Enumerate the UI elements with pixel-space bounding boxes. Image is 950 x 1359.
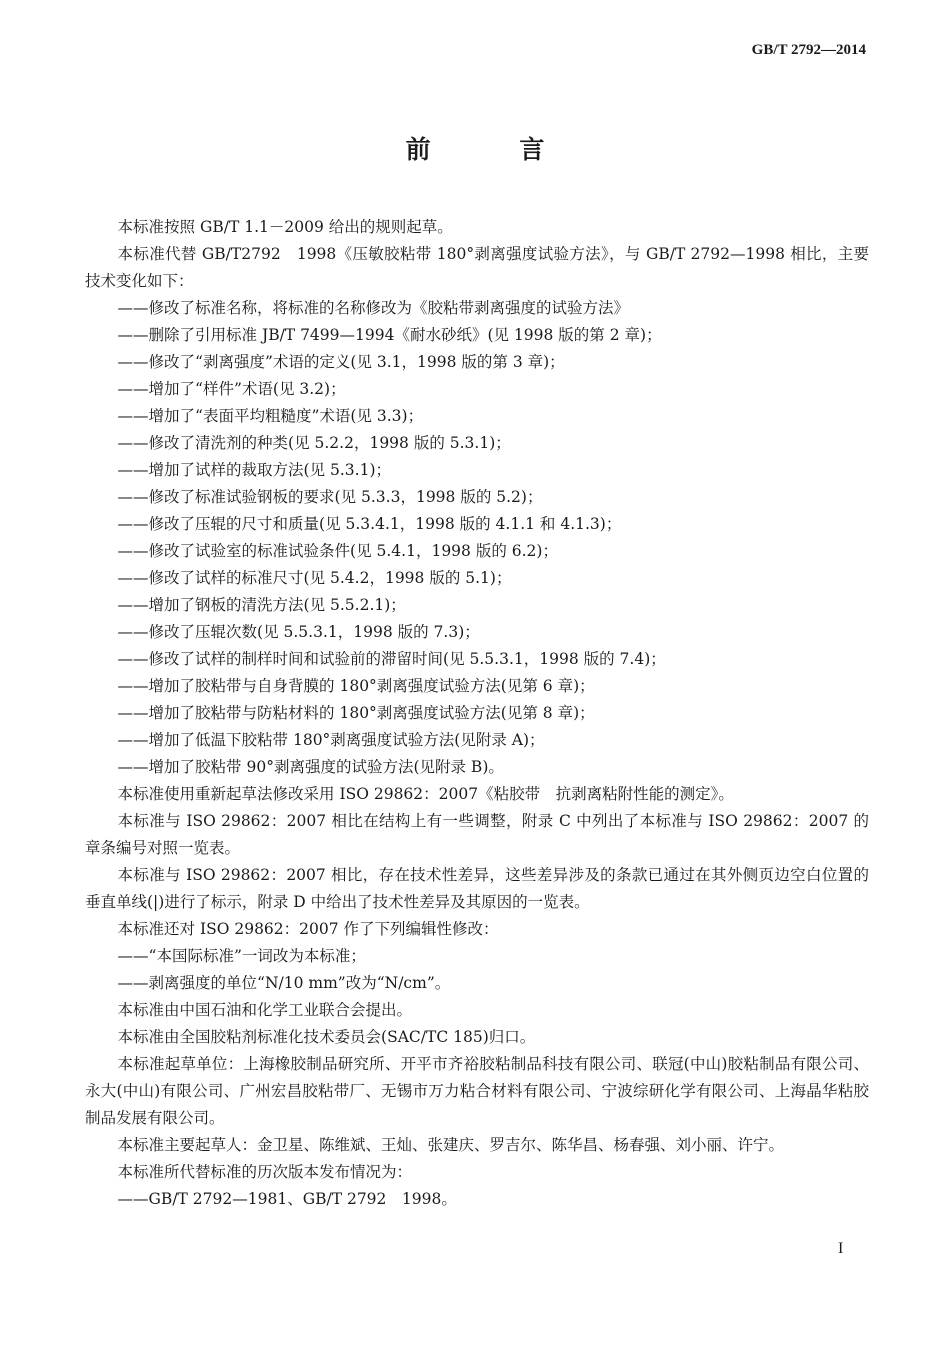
list-item: ——增加了“表面平均粗糙度”术语(见 3.3)； <box>117 407 424 425</box>
paragraph: 本标准还对 ISO 29862：2007 作了下列编辑性修改： <box>117 920 499 938</box>
page-title: 前 言 <box>405 135 585 164</box>
paragraph: 本标准与 ISO 29862：2007 相比在结构上有一些调整，附录 C 中列出了本标准与 ISO 29862：2007 的章条编号对照一览表。 <box>85 812 869 857</box>
paragraph: 本标准由全国胶粘剂标准化技术委员会(SAC/TC 185)归口。 <box>117 1028 536 1046</box>
list-item: ——增加了低温下胶粘带 180°剥离强度试验方法(见附录 A)； <box>117 731 545 749</box>
paragraph: 本标准代替 GB/T2792 1998《压敏胶粘带 180°剥离强度试验方法》，与 GB/T 2792—1998 相比，主要技术变化如下： <box>85 245 869 290</box>
list-item: ——增加了试样的裁取方法(见 5.3.1)； <box>117 461 392 479</box>
paragraph: 本标准由中国石油和化学工业联合会提出。 <box>117 1001 413 1019</box>
list-item: ——修改了试验室的标准试验条件(见 5.4.1，1998 版的 6.2)； <box>117 542 558 560</box>
list-item: ——增加了“样件”术语(见 3.2)； <box>117 380 346 398</box>
list-item: ——修改了清洗剂的种类(见 5.2.2，1998 版的 5.3.1)； <box>117 434 511 452</box>
list-item: ——修改了“剥离强度”术语的定义(见 3.1，1998 版的第 3 章)； <box>117 353 565 371</box>
list-item: ——“本国际标准”一词改为本标准； <box>117 947 366 965</box>
list-item: ——修改了压辊的尺寸和质量(见 5.3.4.1，1998 版的 4.1.1 和 4.1.3)； <box>117 515 622 533</box>
paragraph: 本标准与 ISO 29862：2007 相比，存在技术性差异，这些差异涉及的条款已通过在其外侧页边空白位置的垂直单线(|)进行了标示，附录 D 中给出了技术性差异及其原因的一览表。 <box>85 866 869 911</box>
list-item: ——删除了引用标准 JB/T 7499—1994《耐水砂纸》(见 1998 版的第 2 章)； <box>117 326 662 344</box>
list-item: ——增加了胶粘带与防粘材料的 180°剥离强度试验方法(见第 8 章)； <box>117 704 595 722</box>
paragraph: 本标准使用重新起草法修改采用 ISO 29862：2007《粘胶带 抗剥离粘附性能的测定》。 <box>117 785 734 803</box>
list-item: ——增加了胶粘带与自身背膜的 180°剥离强度试验方法(见第 6 章)； <box>117 677 595 695</box>
paragraph: 本标准主要起草人：金卫星、陈维斌、王灿、张建庆、罗吉尔、陈华昌、杨春强、刘小丽、许宁。 <box>117 1136 785 1154</box>
list-item: ——修改了试样的制样时间和试验前的滞留时间(见 5.5.3.1，1998 版的 7.4)； <box>117 650 666 668</box>
list-item: ——GB/T 2792—1981、GB/T 2792 1998。 <box>117 1190 457 1208</box>
list-item: ——修改了试样的标准尺寸(见 5.4.2，1998 版的 5.1)； <box>117 569 512 587</box>
list-item: ——修改了标准名称，将标准的名称修改为《胶粘带剥离强度的试验方法》 <box>117 299 630 317</box>
paragraph: 本标准按照 GB/T 1.1－2009 给出的规则起草。 <box>117 218 453 236</box>
list-item: ——增加了胶粘带 90°剥离强度的试验方法(见附录 B)。 <box>117 758 504 776</box>
list-item: ——修改了标准试验钢板的要求(见 5.3.3，1998 版的 5.2)； <box>117 488 543 506</box>
list-item: ——增加了钢板的清洗方法(见 5.5.2.1)； <box>117 596 406 614</box>
foreword-body <box>85 214 869 1213</box>
paragraph: 本标准起草单位：上海橡胶制品研究所、开平市齐裕胶粘制品科技有限公司、联冠(中山)胶粘制品有限公司、永大(中山)有限公司、广州宏昌胶粘带厂、无锡市万力粘合材料有限公司、宁波综研化学有限公司、上海晶华粘胶制品发展有限公司。 <box>85 1055 869 1127</box>
list-item: ——剥离强度的单位“N/10 mm”改为“N/cm”。 <box>117 974 451 992</box>
paragraph: 本标准所代替标准的历次版本发布情况为： <box>117 1163 413 1181</box>
standard-number-header: GB/T 2792—2014 <box>751 42 866 58</box>
list-item: ——修改了压辊次数(见 5.5.3.1，1998 版的 7.3)； <box>117 623 480 641</box>
page-number: I <box>838 1240 844 1257</box>
